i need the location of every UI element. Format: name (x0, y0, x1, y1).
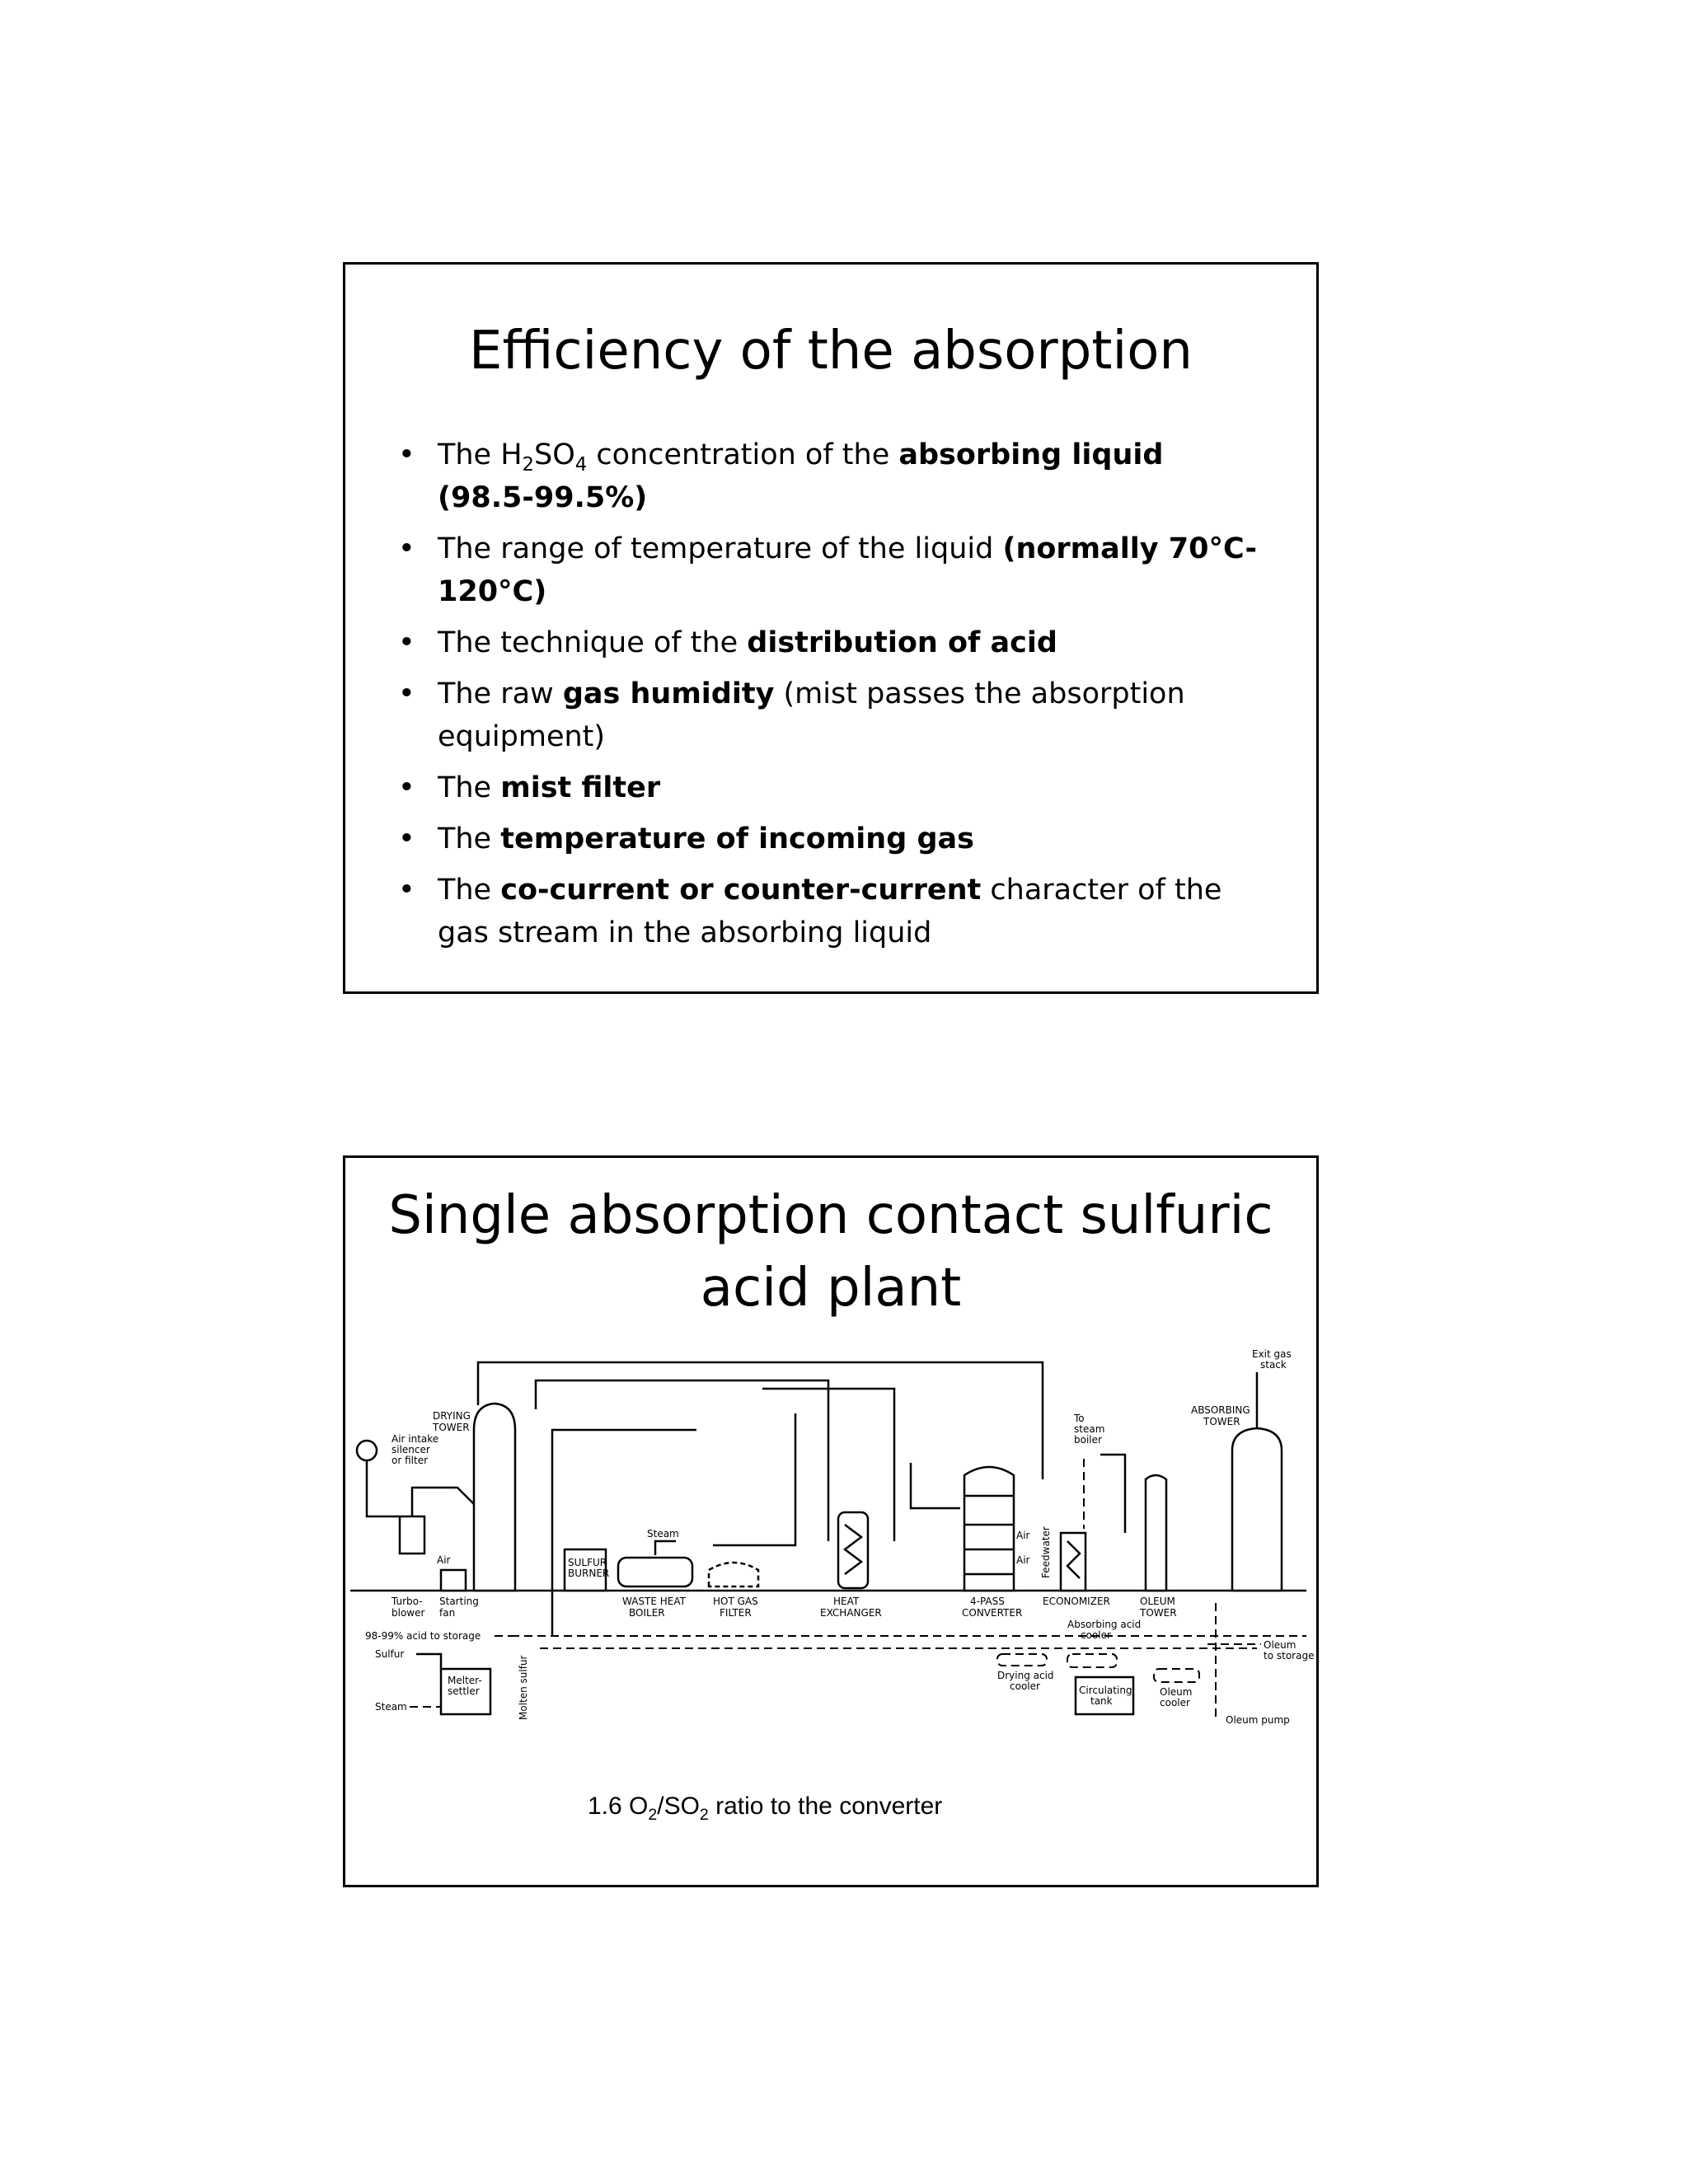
slide-single-absorption-plant (343, 1155, 1319, 1887)
turbo-blower-shape (400, 1516, 424, 1554)
heat-exchanger-label: HEAT EXCHANGER (820, 1596, 882, 1619)
waste-heat-boiler-shape (618, 1558, 692, 1586)
steam-in-label: Steam (375, 1701, 407, 1713)
oleum-cooler-shape (1154, 1669, 1199, 1682)
bullet-item (398, 818, 1267, 860)
air-intake-label: Air intake silencer or filter (392, 1433, 439, 1466)
bullet-item (398, 434, 1267, 519)
bullet-text: The (438, 771, 501, 804)
acid-to-storage-label: 98-99% acid to storage (365, 1630, 481, 1642)
heat-exchanger-shape (838, 1512, 868, 1588)
molten-sulfur-label: Molten sulfur (518, 1655, 529, 1720)
hot-gas-filter-label: HOT GAS FILTER (713, 1596, 758, 1619)
bullet-bold-text: (normally 70°C-120°C) (438, 532, 1257, 608)
exit-gas-label: Exit gas stack (1252, 1348, 1292, 1371)
oleum-tower-shape (1146, 1475, 1166, 1591)
process-flow-diagram (350, 1339, 1316, 1727)
bullet-bold-text: gas humidity (562, 677, 775, 710)
bullet-text: concentration of the (587, 438, 899, 471)
bullet-bold-text: mist filter (500, 771, 661, 804)
converter-air-label-1: Air (1016, 1530, 1030, 1541)
converter-shape (964, 1467, 1014, 1591)
bullet-text: The (438, 823, 501, 855)
bullet-text: The range of temperature of the liquid (438, 532, 1003, 565)
oleum-pump-label: Oleum pump (1226, 1714, 1290, 1726)
slide-efficiency-of-absorption (343, 262, 1319, 994)
blower-line (412, 1488, 474, 1516)
drying-tower-shape (474, 1404, 515, 1591)
feedwater-label: Feedwater (1040, 1526, 1052, 1578)
drying-acid-cooler-label: Drying acid cooler (997, 1670, 1054, 1692)
air-label: Air (437, 1554, 451, 1566)
economizer-label: ECONOMIZER (1043, 1596, 1110, 1607)
bullet-text: SO (534, 438, 575, 471)
gas-line-economizer (1100, 1455, 1125, 1533)
bullet-text: The (438, 874, 501, 907)
melter-settler-label: Melter-settler (448, 1675, 482, 1697)
starting-fan-shape (441, 1570, 466, 1591)
bullet-item (398, 621, 1267, 664)
bullet-item (398, 766, 1267, 809)
absorbing-tower-shape (1232, 1428, 1282, 1591)
drying-tower-label: DRYING TOWER (433, 1410, 471, 1433)
bullet-list (398, 434, 1267, 963)
economizer-shape (1061, 1533, 1085, 1591)
sulfur-feed-line (416, 1654, 441, 1669)
air-intake-silencer (357, 1441, 377, 1460)
bullet-item (398, 869, 1267, 954)
to-steam-boiler-label: To steam boiler (1074, 1413, 1105, 1446)
oleum-tower-label: OLEUM TOWER (1140, 1596, 1177, 1619)
bullet-bold-text: temperature of incoming gas (500, 823, 974, 855)
bullet-bold-text: co-current or counter-current (500, 874, 982, 907)
absorbing-tower-label: ABSORBING TOWER (1191, 1404, 1250, 1427)
bullet-text: (mist passes the absorption equipment) (438, 677, 1185, 753)
bullet-text: character of the gas stream in the absorbing liquid (438, 874, 1222, 949)
diagram-caption: 1.6 $O_2/SO_2$ ratio to the converter (588, 1793, 943, 1824)
duct-2 (536, 1380, 828, 1541)
bullet-text: 4 (574, 453, 588, 476)
sulfur-label: Sulfur (375, 1648, 405, 1660)
duct-5 (713, 1413, 795, 1545)
steam-label: Steam (647, 1528, 679, 1540)
absorbing-acid-cooler-shape (1067, 1654, 1117, 1667)
converter-label: 4-PASS CONVERTER (962, 1596, 1023, 1619)
steam-line (655, 1541, 676, 1555)
circulating-tank-label: Circulating tank (1079, 1685, 1132, 1707)
bullet-text: The technique of the (438, 626, 748, 659)
slide-title: Efficiency of the absorption (469, 321, 1193, 382)
sulfur-burner-label: SULFUR BURNER (568, 1557, 610, 1579)
hot-gas-filter-shape (709, 1563, 758, 1586)
bullet-bold-text: absorbing liquid (98.5-99.5%) (438, 438, 1164, 514)
waste-heat-boiler-label: WASTE HEAT BOILER (622, 1596, 686, 1619)
bullet-item (398, 673, 1267, 758)
slide-title: Single absorption contact sulfuric acid plant (388, 1185, 1273, 1319)
bullet-text: 2 (522, 453, 535, 476)
absorbing-acid-cooler-label: Absorbing acid cooler (1067, 1619, 1142, 1641)
bullet-item (398, 527, 1267, 613)
turbo-blower-label: Turbo-blower (392, 1596, 425, 1619)
bullet-text: The raw (438, 677, 563, 710)
bullet-bold-text: distribution of acid (747, 626, 1057, 659)
drying-acid-cooler-shape (997, 1654, 1047, 1666)
starting-fan-label: Starting fan (439, 1596, 479, 1619)
oleum-cooler-label: Oleum cooler (1160, 1686, 1193, 1708)
oleum-to-storage-label: Oleum to storage (1264, 1639, 1315, 1661)
air-intake-line (367, 1460, 400, 1516)
converter-air-label-2: Air (1016, 1554, 1030, 1566)
bullet-text: The H (438, 438, 523, 471)
duct-6 (911, 1463, 960, 1508)
